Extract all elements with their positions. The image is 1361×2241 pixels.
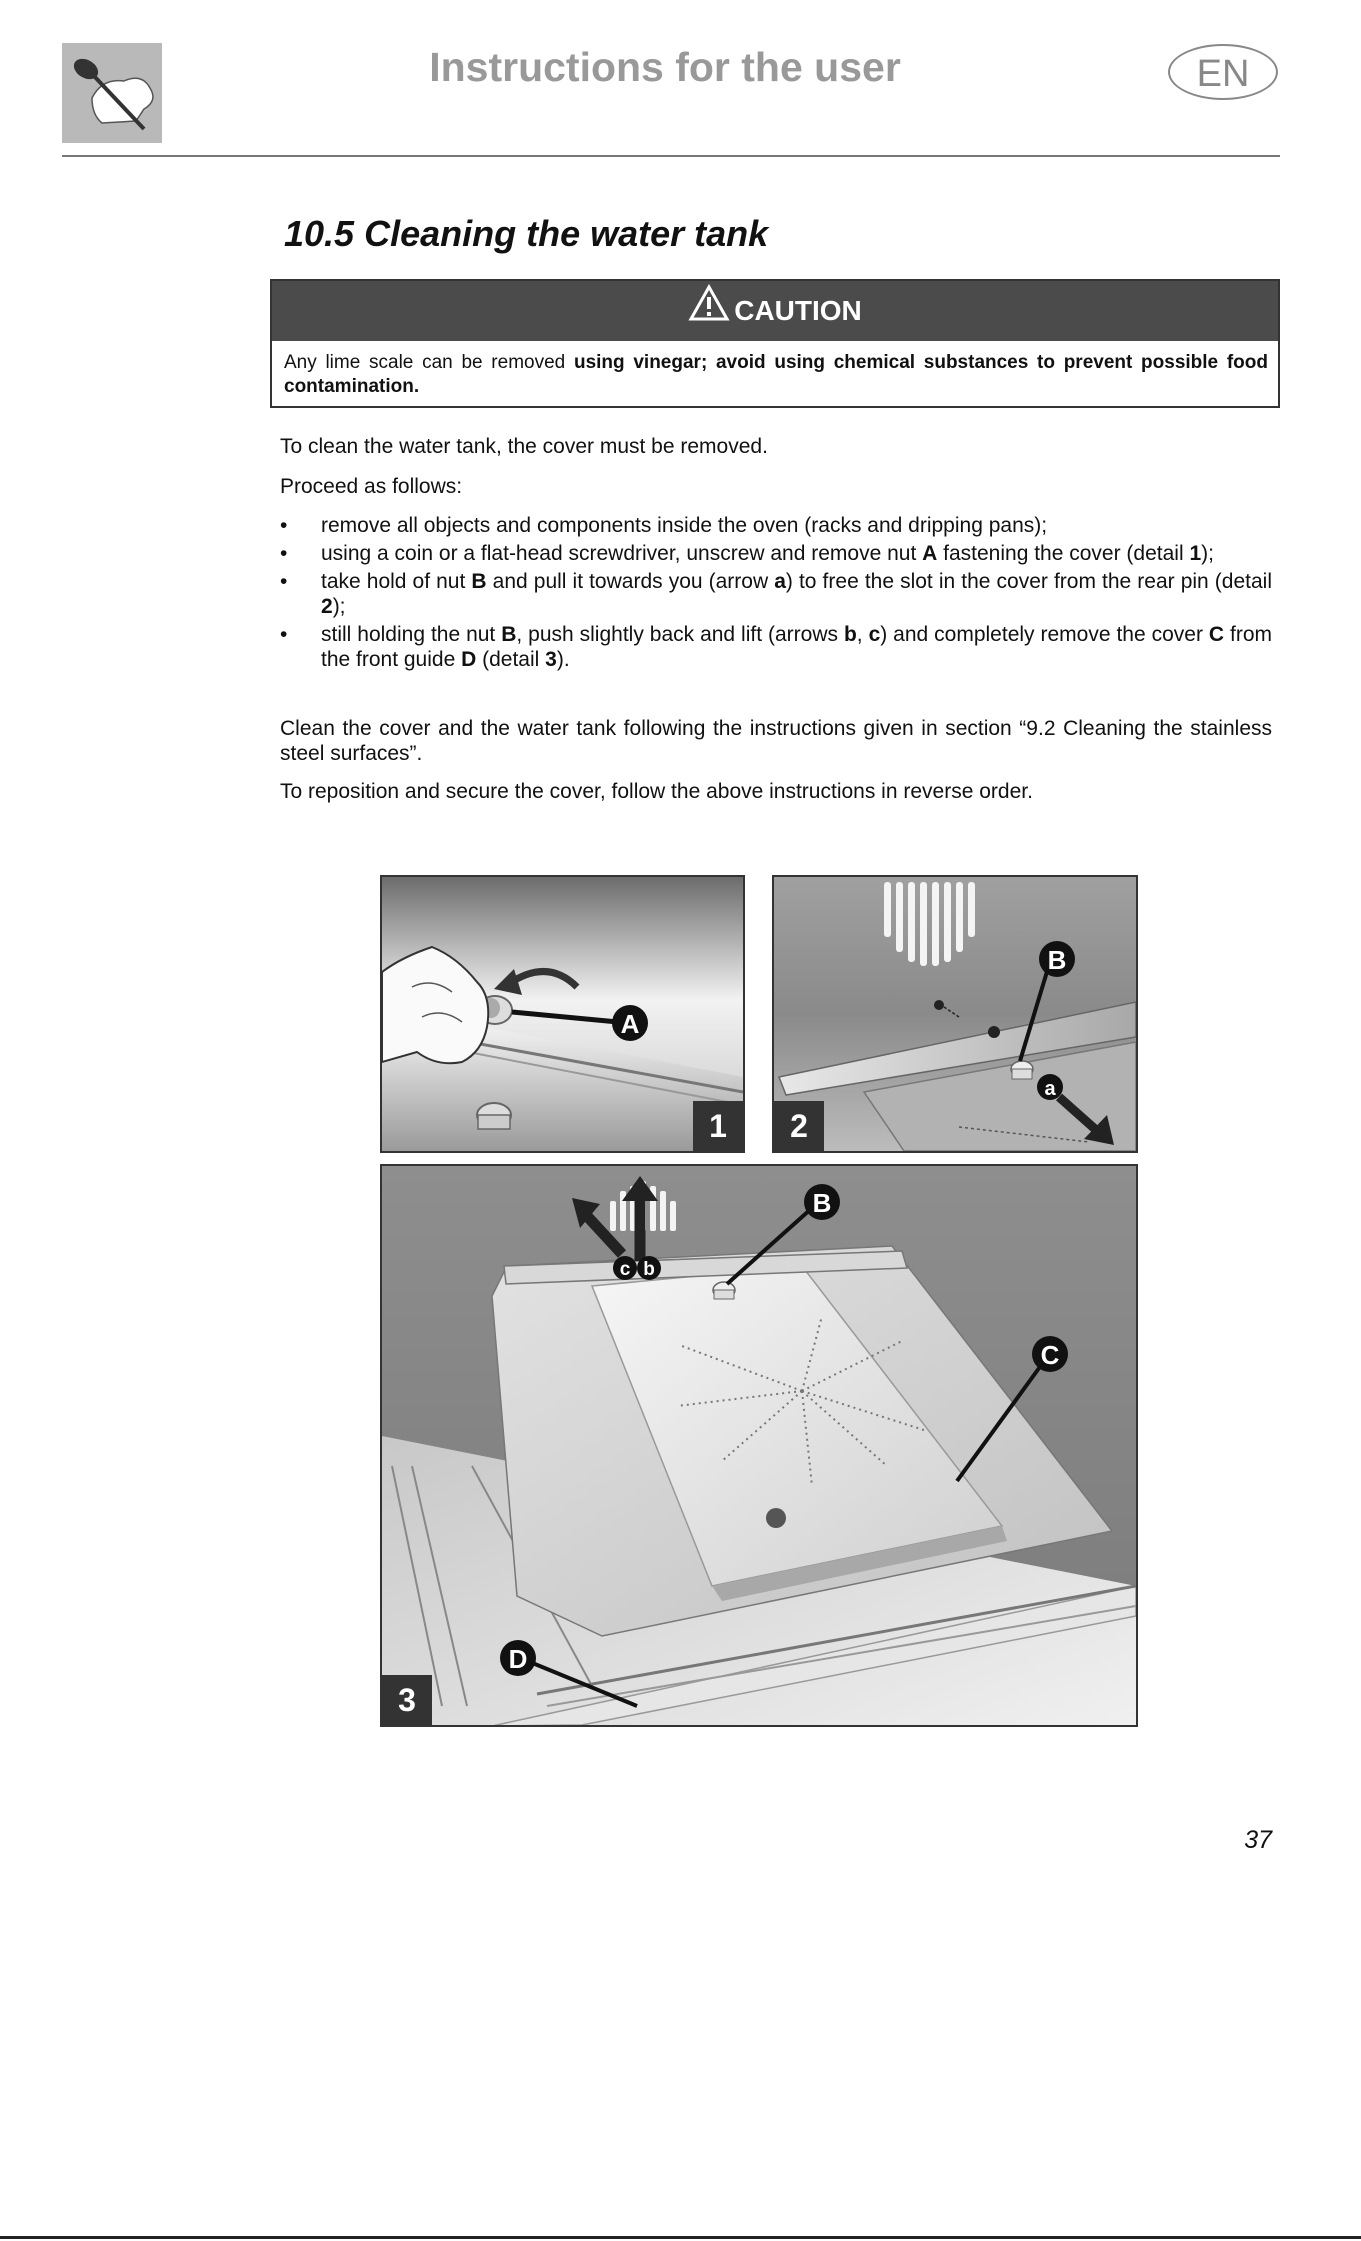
- step-text: (detail: [476, 648, 546, 671]
- figure-detail-1: [380, 875, 745, 1153]
- callout-B-detail3: B: [812, 1188, 832, 1218]
- detail-1-illustration: [382, 877, 743, 1151]
- intro-paragraph-1: To clean the water tank, the cover must be removed.: [280, 435, 768, 458]
- callout-c-arrow: c: [619, 1259, 631, 1280]
- caution-header: [272, 281, 1278, 341]
- outro-paragraph-2: To reposition and secure the cover, follow the above instructions in reverse order.: [280, 780, 1033, 803]
- callout-C: C: [1040, 1340, 1060, 1370]
- bottom-divider: [0, 2236, 1361, 2239]
- warning-triangle-icon: [688, 283, 730, 343]
- step-reference: 1: [1189, 542, 1202, 565]
- step-text: using a coin or a flat-head screwdriver, unscrew and remove nut: [321, 542, 923, 565]
- caution-box: [270, 279, 1280, 408]
- step-reference: a: [774, 570, 786, 593]
- callout-B: B: [1047, 945, 1067, 975]
- steps-list: [280, 513, 1272, 675]
- step-reference: b: [843, 623, 857, 646]
- detail-3-illustration: [382, 1166, 1136, 1725]
- header-title: Instructions for the user: [429, 44, 901, 90]
- figure-detail-2: [772, 875, 1138, 1153]
- step-reference: C: [1208, 623, 1225, 646]
- step-text: ).: [556, 648, 570, 671]
- step-text: from the front guide: [321, 623, 1272, 671]
- step-text: ) and completely remove the cover: [880, 623, 1209, 646]
- callout-a: a: [1044, 1078, 1056, 1100]
- step-text: and pull it towards you (arrow: [486, 570, 775, 593]
- step-text: fastening the cover (detail: [937, 542, 1190, 565]
- detail-3-number: 3: [382, 1675, 432, 1725]
- step-reference: c: [868, 623, 881, 646]
- step-reference: D: [461, 648, 477, 671]
- step-item: [280, 569, 1272, 619]
- section-title: 10.5 Cleaning the water tank: [284, 213, 769, 254]
- step-item: [280, 622, 1272, 672]
- step-text: );: [1201, 542, 1214, 565]
- step-reference: 2: [321, 595, 333, 618]
- language-badge: EN: [1168, 44, 1278, 100]
- step-text: remove all objects and components inside the oven (racks and dripping pans);: [321, 514, 1048, 537]
- outro-paragraph-1: Clean the cover and the water tank following the instructions given in section “9.2 Cleaning the stainless steel surfaces”.: [280, 717, 1272, 765]
- step-item: [280, 541, 1272, 566]
- callout-D: D: [508, 1644, 528, 1674]
- step-text: ) to free the slot in the cover from the rear pin (detail: [785, 570, 1272, 593]
- step-text: still holding the nut: [321, 623, 502, 646]
- caution-text: [284, 351, 1268, 399]
- detail-2-number: 2: [774, 1101, 824, 1151]
- callout-A: A: [620, 1009, 640, 1039]
- step-reference: B: [471, 570, 487, 593]
- callout-b-arrow: b: [643, 1259, 655, 1280]
- step-text: ,: [856, 623, 869, 646]
- step-reference: A: [922, 542, 938, 565]
- detail-2-illustration: [774, 877, 1136, 1151]
- step-reference: B: [501, 623, 517, 646]
- step-text: take hold of nut: [321, 570, 472, 593]
- detail-1-number: 1: [693, 1101, 743, 1151]
- caution-heading: CAUTION: [734, 295, 862, 326]
- step-reference: 3: [545, 648, 557, 671]
- step-text: , push slightly back and lift (arrows: [516, 623, 844, 646]
- header-divider: [62, 155, 1280, 157]
- intro-paragraph-2: Proceed as follows:: [280, 475, 463, 498]
- page-number: 37: [1244, 1826, 1272, 1854]
- step-text: );: [332, 595, 346, 618]
- caution-text-normal: Any lime scale can be removed: [284, 352, 574, 373]
- step-item: [280, 513, 1272, 538]
- figure-detail-3: [380, 1164, 1138, 1727]
- caution-text-bold: using vinegar; avoid using chemical substances to prevent possible food contamination.: [284, 352, 1268, 397]
